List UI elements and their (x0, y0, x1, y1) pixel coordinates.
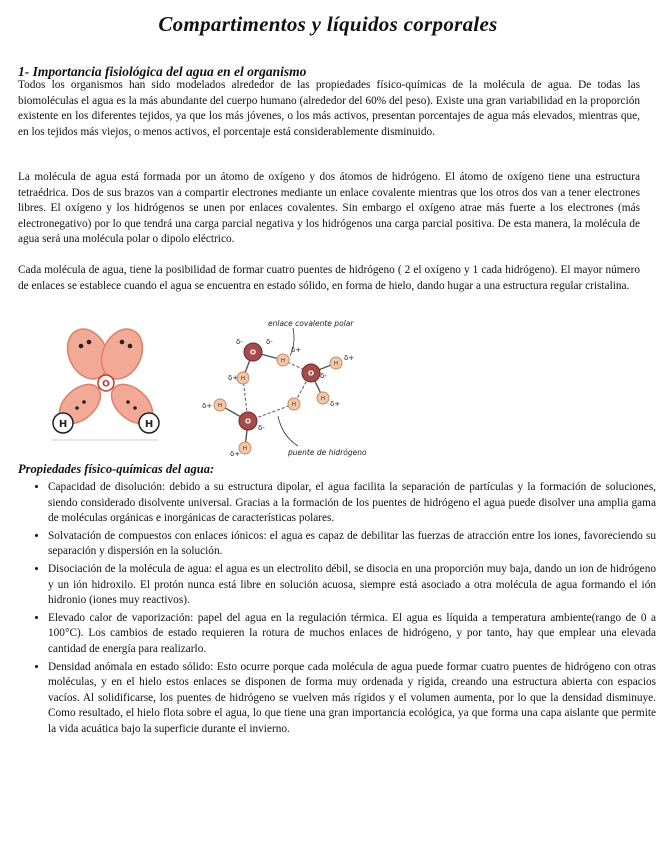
paragraph-molecule-structure: La molécula de agua está formada por un átomo de oxígeno y dos átomos de hidrógeno. El átomo de oxígeno tiene una estructura tetraédrica. Dos de sus brazos van a compartir electrones mediante un enlace covalente mientras que los otros dos van a tener electrones libres. El oxígeno y los hidrógenos se unen por enlaces covalentes. Sin embargo el oxígeno atrae más fuerte a los electrones (más electronegativo) por lo que tendrá una carga parcial negativa y los hidrógenos una carga parcial positiva. De esta manera, la molécula de agua será una molécula polar o dipolo eléctrico. (18, 171, 640, 246)
hydrogen-symbol: H (320, 396, 326, 402)
charge-label: δ+ (344, 354, 355, 362)
water-orbital-diagram (48, 328, 168, 446)
oxygen-symbol: O (245, 417, 251, 426)
section-heading: 1- Importancia fisiológica del agua en el organismo (18, 64, 307, 79)
list-item: • Densidad anómala en estado sólido: Esto ocurre porque cada molécula de agua puede formar cuatro puentes de hidrógeno con otras moléculas, y en el hielo estos enlaces se disponen de forma muy ordenada y rígida, creando una estructura abierta con espacios vacíos. Al solidificarse, los puentes de hidrógeno se vuelven más rígidos y el volumen aumenta, por lo que la densidad disminuye. Como resultado, el hielo flota sobre el agua, lo que tiene una gran importancia ecológica, ya que forma una capa aislante que permite la vida acuática bajo la superficie durante el invierno. (48, 660, 656, 738)
hydrogen-bond-diagram (198, 318, 383, 460)
list-item: • Elevado calor de vaporización: papel del agua en la regulación térmica. El agua es líquida a temperatura ambiente(rango de 0 a 100°C). Los cambios de estado requieren la rotura de muchos enlaces de hidrógeno, y por tanto, hay que emplear una elevada cantidad de energía para realizarlo. (48, 611, 656, 658)
list-item: • Solvatación de compuestos con enlaces iónicos: el agua es capaz de debilitar las fuerzas de atracción entre los iones, favoreciendo su separación y dispersión en la solución. (48, 529, 656, 560)
label-hydrogen-bond: puente de hidrógeno (288, 448, 367, 457)
charge-label: δ- (266, 338, 273, 346)
charge-label: δ+ (330, 400, 341, 408)
hydrogen-symbol: H (291, 402, 297, 408)
oxygen-symbol: O (250, 348, 256, 357)
page-title: Compartimentos y líquidos corporales (158, 12, 498, 36)
charge-label: δ- (320, 372, 327, 380)
list-item: • Disociación de la molécula de agua: el agua es un electrolito débil, se disocia en una proporción muy baja, dando un ion de hidrógeno y un ión hidroxilo. El protón nunca está libre en solución acuosa, siempre está asociado a otra molécula de agua formando el ión hidronio (iones muy reactivos). (48, 562, 656, 609)
charge-label: δ+ (228, 374, 239, 382)
hydrogen-symbol: H (333, 361, 339, 367)
charge-label: δ- (258, 424, 265, 432)
paragraph-water-importance: Todos los organismos han sido modelados alrededor de las propiedades físico-químicas de la molécula de agua. De todas las biomoléculas el agua es la más abundante del cuerpo humano (alrededor del 60% del peso). Existe una gran variabilidad en la proporción existente en los diferentes tejidos, ya que los más jóvenes, o los más activos, presentan porcentajes de agua más elevados, mientras que, en los tejidos más viejos, o menos activos, el porcentaje está considerablemente disminuido. (18, 79, 640, 138)
list-item: • Capacidad de disolución: debido a su estructura dipolar, el agua facilita la separación de partículas y la formación de soluciones, siendo considerado disolvente universal. Gracias a la formación de los puentes de hidrógeno el agua puede disolver una amplia gama de moléculas orgánicas e inorgánicas de características polares. (48, 480, 656, 527)
hydrogen-symbol: H (280, 358, 286, 364)
hydrogen-symbol-left: H (58, 419, 68, 430)
charge-label: δ- (236, 338, 243, 346)
properties-heading: Propiedades físico-químicas del agua: (18, 462, 215, 476)
hydrogen-symbol-right: H (144, 419, 154, 430)
oxygen-symbol: O (102, 379, 110, 390)
hydrogen-symbol: H (240, 376, 246, 382)
hbond-pointer (278, 416, 298, 446)
charge-label: δ+ (291, 346, 302, 354)
hydrogen-symbol: H (242, 446, 248, 452)
oxygen-symbol: O (308, 369, 314, 378)
hydrogen-symbol: H (217, 403, 223, 409)
charge-label: δ+ (230, 450, 241, 458)
charge-label: δ+ (202, 402, 213, 410)
hydrogen-bond-lines (240, 360, 311, 421)
paragraph-hydrogen-bonds: Cada molécula de agua, tiene la posibilidad de formar cuatro puentes de hidrógeno ( 2 el oxígeno y 1 cada hidrógeno). El mayor número de enlaces se establece cuando el agua se encuentra en estado sólido, en forma de hielo, dando hugar a una estructura regular cristalina. (18, 264, 640, 292)
label-covalent-bond: enlace covalente polar (268, 319, 354, 328)
properties-list (18, 480, 656, 740)
